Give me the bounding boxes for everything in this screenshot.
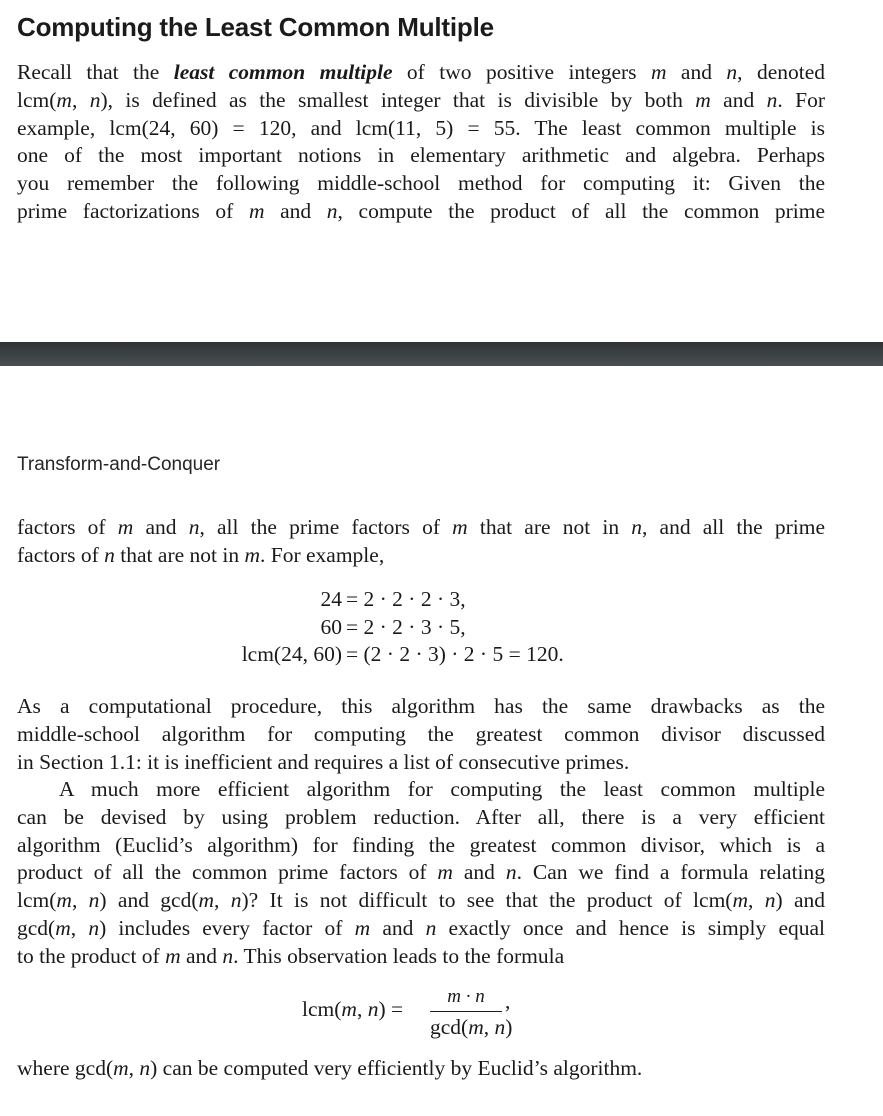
- key-term: least common multiple: [173, 60, 393, 84]
- text-line: Recall that the least common multiple of two positive integers m and n, denoted: [17, 60, 826, 84]
- text-line: factors of n that are not in m. For example,: [17, 542, 385, 567]
- example-equations: [0, 586, 883, 669]
- text-line: middle-school algorithm for computing the greatest common divisor discussed: [17, 721, 825, 746]
- page-break-divider: [0, 342, 883, 366]
- text-line: lcm(m, n) and gcd(m, n)? It is not difficult to see that the product of lcm(m, n) and: [17, 888, 826, 913]
- text-line: lcm(m, n), is defined as the smallest integer that is divisible by both m and n. For: [17, 87, 826, 112]
- text-line: gcd(m, n) includes every factor of m and n exactly once and hence is simply equal: [17, 915, 825, 940]
- equation-row: 60 = 2 · 2 · 3 · 5,: [320, 614, 466, 639]
- text-line: you remember the following middle-school method for computing it: Given the: [17, 171, 825, 196]
- equation-row: 24 = 2 · 2 · 2 · 3,: [320, 587, 466, 611]
- text-line: one of the most important notions in elementary arithmetic and algebra. Perhaps: [17, 143, 825, 168]
- text-line: algorithm (Euclid’s algorithm) for finding the greatest common divisor, which is a: [17, 832, 825, 857]
- closing-line: [17, 1055, 825, 1083]
- text-line: in Section 1.1: it is inefficient and requires a list of consecutive primes.: [17, 749, 630, 774]
- paragraph-drawbacks: [17, 693, 825, 776]
- paragraph-problem-reduction: [17, 776, 825, 971]
- running-head: Transform-and-Conquer: [17, 454, 221, 475]
- text-line: As a computational procedure, this algorithm has the same drawbacks as the: [17, 694, 825, 718]
- intro-paragraph: [17, 59, 825, 226]
- formula-comma: ,: [505, 989, 511, 1013]
- continuation-paragraph: [17, 514, 825, 570]
- text-line: example, lcm(24, 60) = 120, and lcm(11, 5) = 55. The least common multiple is: [17, 115, 825, 140]
- text-line: can be devised by using problem reduction. After all, there is a very efficient: [17, 804, 825, 829]
- formula-lhs: lcm(m, n) =: [302, 997, 404, 1021]
- formula-denominator: gcd(m, n): [430, 1015, 513, 1039]
- text-line: prime factorizations of m and n, compute the product of all the common prime: [17, 198, 825, 223]
- lcm-formula: [0, 985, 883, 1045]
- fraction-bar: [430, 1011, 502, 1012]
- section-title: Computing the Least Common Multiple: [17, 12, 494, 42]
- text-line: A much more efficient algorithm for computing the least common multiple: [59, 777, 825, 801]
- text-line: product of all the common prime factors of m and n. Can we find a formula relating: [17, 860, 826, 885]
- formula-numerator: m · n: [447, 986, 485, 1007]
- equation-row: lcm(24, 60) = (2 · 2 · 3) · 2 · 5 = 120.: [241, 642, 564, 666]
- formula-fraction: [430, 985, 513, 1040]
- text-line: factors of m and n, all the prime factors of m that are not in n, and all the prime: [17, 515, 826, 539]
- text-line: where gcd(m, n) can be computed very efficiently by Euclid’s algorithm.: [17, 1056, 643, 1080]
- text-line: to the product of m and n. This observation leads to the formula: [17, 943, 565, 968]
